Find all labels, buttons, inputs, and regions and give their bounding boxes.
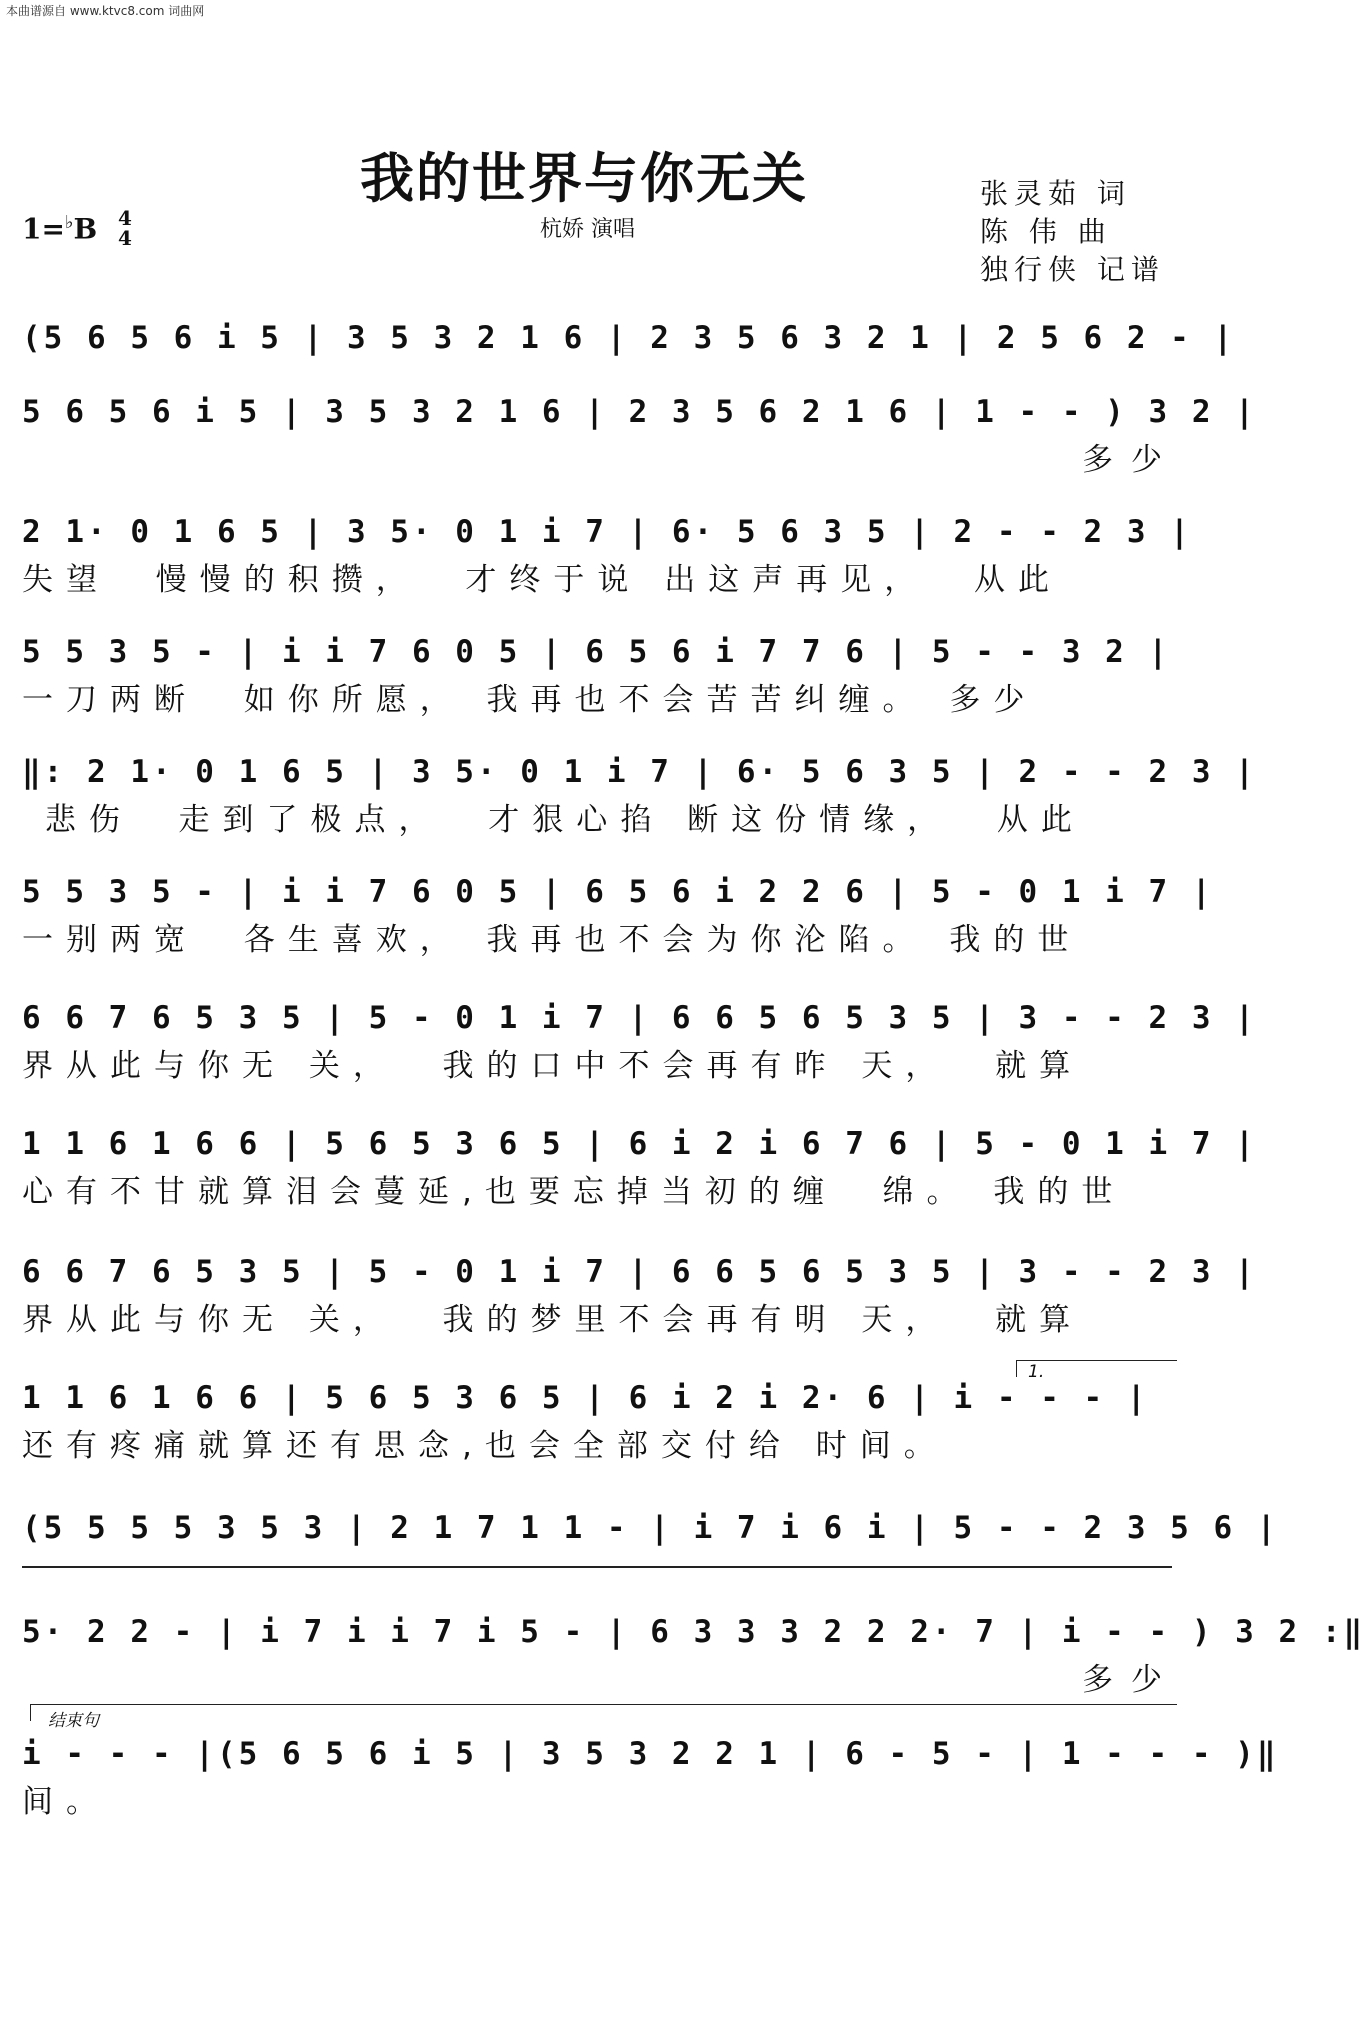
- time-denominator: 4: [118, 226, 132, 250]
- notation-row: (5 5 5 5 3 5 3 | 2 1 7 1 1 - | i 7 i 6 i | 5 - - 2 3 5 6 |: [22, 1510, 1279, 1546]
- singer-credit: 杭娇 演唱: [540, 217, 635, 242]
- key-note: B: [73, 212, 98, 246]
- lyricist-credit: 张灵茹 词: [980, 177, 1131, 210]
- transcriber-credit: 独行侠 记谱: [980, 253, 1165, 286]
- ending-label: 结束句: [48, 1711, 99, 1731]
- notation-row: (5 6 5 6 i 5 | 3 5 3 2 1 6 | 2 3 5 6 3 2 1 | 2 5 6 2 - |: [22, 320, 1236, 356]
- key-tonic: 1=: [22, 212, 65, 246]
- notation-row: 6 6 7 6 5 3 5 | 5 - 0 1 i 7 | 6 6 5 6 5 3 5 | 3 - - 2 3 |: [22, 1000, 1257, 1036]
- notation-row: ‖: 2 1· 0 1 6 5 | 3 5· 0 1 i 7 | 6· 5 6 3 5 | 2 - - 2 3 |: [22, 754, 1257, 790]
- notation-row: 5 5 3 5 - | i i 7 6 0 5 | 6 5 6 i 7 7 6 | 5 - - 3 2 |: [22, 634, 1171, 670]
- lyric-row: 界从此与你无 关， 我的梦里不会再有明 天， 就算: [22, 1302, 1084, 1338]
- lyric-row: 多少: [1082, 1662, 1180, 1698]
- lyric-row: 界从此与你无 关， 我的口中不会再有昨 天， 就算: [22, 1048, 1084, 1084]
- notation-row: i - - - |(5 6 5 6 i 5 | 3 5 3 2 2 1 | 6 - 5 - | 1 - - - )‖: [22, 1736, 1279, 1772]
- lyric-row: 失望 慢慢的积攒， 才终于说 出这声再见， 从此: [22, 562, 1062, 598]
- notation-row: 2 1· 0 1 6 5 | 3 5· 0 1 i 7 | 6· 5 6 3 5 | 2 - - 2 3 |: [22, 514, 1192, 550]
- section-rule: [22, 1566, 1172, 1568]
- lyric-row: 悲伤 走到了极点， 才狠心掐 断这份情缘， 从此: [22, 802, 1085, 838]
- notation-row: 5 5 3 5 - | i i 7 6 0 5 | 6 5 6 i 2 2 6 | 5 - 0 1 i 7 |: [22, 874, 1214, 910]
- key-signature: [22, 212, 97, 245]
- lyric-row: 还有疼痛就算还有思念,也会全部交付给 时间。: [22, 1428, 948, 1464]
- notation-row: 5· 2 2 - | i 7 i i 7 i 5 - | 6 3 3 3 2 2 2· 7 | i - - ) 3 2 :‖: [22, 1614, 1365, 1650]
- source-watermark: 本曲谱源自 www.ktvc8.com 词曲网: [6, 4, 205, 18]
- composer-credit: 陈 伟 曲: [980, 215, 1112, 248]
- key-flat: ♭: [64, 212, 74, 233]
- volta-label: 1.: [1028, 1362, 1045, 1382]
- lyric-row: 多少: [1082, 442, 1180, 478]
- lyric-row: 一刀两断 如你所愿， 我再也不会苦苦纠缠。 多少: [22, 682, 1038, 718]
- notation-row: 5 6 5 6 i 5 | 3 5 3 2 1 6 | 2 3 5 6 2 1 6 | 1 - - ) 3 2 |: [22, 394, 1257, 430]
- time-numerator: 4: [118, 206, 132, 230]
- notation-row: 1 1 6 1 6 6 | 5 6 5 3 6 5 | 6 i 2 i 2· 6 | i - - - |: [22, 1380, 1149, 1416]
- notation-row: 6 6 7 6 5 3 5 | 5 - 0 1 i 7 | 6 6 5 6 5 3 5 | 3 - - 2 3 |: [22, 1254, 1257, 1290]
- time-signature: [118, 208, 132, 248]
- ending-bracket: [30, 1704, 1177, 1721]
- notation-row: 1 1 6 1 6 6 | 5 6 5 3 6 5 | 6 i 2 i 6 7 6 | 5 - 0 1 i 7 |: [22, 1126, 1257, 1162]
- song-title: 我的世界与你无关: [360, 146, 808, 210]
- lyric-row: 心有不甘就算泪会蔓延,也要忘掉当初的缠 绵。 我的世: [22, 1174, 1126, 1210]
- lyric-row: 一别两宽 各生喜欢， 我再也不会为你沦陷。 我的世: [22, 922, 1082, 958]
- lyric-row: 间。: [22, 1784, 110, 1820]
